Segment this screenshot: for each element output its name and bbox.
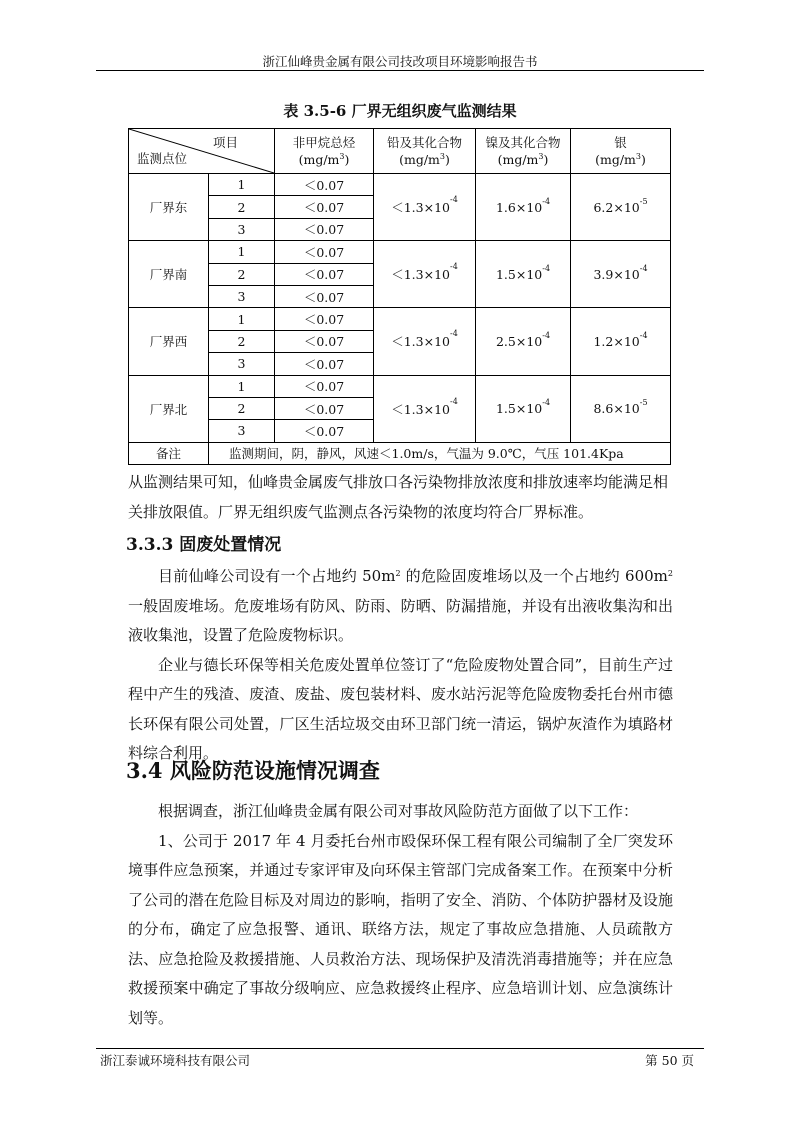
paragraph: 根据调查，浙江仙峰贵金属有限公司对事故风险防范方面做了以下工作： (158, 802, 639, 820)
sample-number-cell: 2 (209, 196, 275, 218)
sample-number-cell: 2 (209, 397, 275, 419)
table-row (129, 308, 671, 330)
silver-value-cell: $3.9\times 10^{-4}$ (571, 241, 671, 308)
paragraph: 目前仙峰公司设有一个占地约 $50m^2$ 的危险固废堆场以及一个占地约 $600m^2$ 一般固废堆场。危废堆场有防风、防雨、防晒、防漏措施，并设有出液收集沟和出液收集池，设置了危险废物标识。 (128, 567, 673, 644)
sample-number-cell: 2 (209, 263, 275, 285)
site-name-cell: 厂界北 (129, 375, 209, 442)
silver-value-cell: $8.6\times 10^{-5}$ (571, 375, 671, 442)
lead-value-cell: $<1.3\times 10^{-4}$ (374, 174, 476, 241)
remark-row (129, 442, 671, 464)
lead-value-cell: $<1.3\times 10^{-4}$ (374, 308, 476, 375)
site-name-cell: 厂界西 (129, 308, 209, 375)
paragraph: 企业与德长环保等相关危废处置单位签订了“危险废物处置合同”，目前生产过程中产生的残渣、废渣、废盐、废包装材料、废水站污泥等危险废物委托台州市德长环保有限公司处置，厂区生活垃圾交由环卫部门统一清运，锅炉灰渣作为填路材料综合利用。 (128, 655, 673, 762)
section-3-3-3-heading: 3.3.3 固废处置情况 (126, 535, 282, 555)
sample-number-cell: 1 (209, 241, 275, 263)
after-table-paragraph-block (128, 468, 673, 527)
lead-value-cell: $<1.3\times 10^{-4}$ (374, 375, 476, 442)
nmhc-value-cell: ＜0.07 (275, 308, 374, 330)
lead-value-cell: $<1.3\times 10^{-4}$ (374, 241, 476, 308)
remark-label: 备注 (129, 442, 209, 464)
nmhc-value-cell: ＜0.07 (275, 196, 374, 218)
nmhc-value-cell: ＜0.07 (275, 218, 374, 240)
nmhc-value-cell: ＜0.07 (275, 330, 374, 352)
nickel-value-cell: $1.5\times 10^{-4}$ (476, 241, 571, 308)
sample-number-cell: 1 (209, 174, 275, 196)
sample-number-cell: 3 (209, 420, 275, 442)
corner-top-label: 项目 (212, 135, 238, 150)
nickel-value-cell: $1.5\times 10^{-4}$ (476, 375, 571, 442)
nickel-value-cell: $1.6\times 10^{-4}$ (476, 174, 571, 241)
sample-number-cell: 3 (209, 353, 275, 375)
section-3-4-body (128, 797, 673, 1033)
sample-number-cell: 3 (209, 218, 275, 240)
column-header: 镍及其化合物 $(mg/m^3)$ (476, 129, 571, 174)
table-caption: 表 3.5-6 厂界无组织废气监测结果 (283, 102, 517, 120)
nmhc-value-cell: ＜0.07 (275, 375, 374, 397)
table-row (129, 241, 671, 263)
silver-value-cell: $6.2\times 10^{-5}$ (571, 174, 671, 241)
nmhc-value-cell: ＜0.07 (275, 353, 374, 375)
table-row (129, 375, 671, 397)
sample-number-cell: 1 (209, 375, 275, 397)
site-name-cell: 厂界东 (129, 174, 209, 241)
page-number: 第 50 页 (645, 1053, 694, 1068)
after-table-paragraph: 从监测结果可知，仙峰贵金属废气排放口各污染物排放浓度和排放速率均能满足相关排放限值。厂界无组织废气监测点各污染物的浓度均符合厂界标准。 (128, 473, 669, 521)
table-header-row (129, 129, 671, 174)
page-footer (96, 1048, 704, 1069)
column-header: 铅及其化合物 $(mg/m^3)$ (374, 129, 476, 174)
diagonal-header-cell (129, 129, 275, 174)
nmhc-value-cell: ＜0.07 (275, 420, 374, 442)
nmhc-value-cell: ＜0.07 (275, 174, 374, 196)
column-header: 银 $(mg/m^3)$ (571, 129, 671, 174)
section-3-3-3-body (128, 562, 673, 769)
monitoring-table (128, 128, 671, 465)
nmhc-value-cell: ＜0.07 (275, 263, 374, 285)
table-row (129, 174, 671, 196)
page-header: 浙江仙峰贵金属有限公司技改项目环境影响报告书 (96, 52, 704, 71)
paragraph: 1、公司于 2017 年 4 月委托台州市殴保环保工程有限公司编制了全厂突发环境事件应急预案，并通过专家评审及向环保主管部门完成备案工作。在预案中分析了公司的潜在危险目标及对周边的影响，指明了安全、消防、个体防护器材及设施的分布，确定了应急报警、通讯、联络方法，规定了事故应急措施、人员疏散方法、应急抢险及救援措施、人员救治方法、现场保护及清洗消毒措施等；并在应急救援预案中确定了事故分级响应、应急救援终止程序、应急培训计划、应急演练计划等。 (128, 831, 673, 1027)
nmhc-value-cell: ＜0.07 (275, 241, 374, 263)
site-name-cell: 厂界南 (129, 241, 209, 308)
sample-number-cell: 2 (209, 330, 275, 352)
section-3-4-heading: 3.4 风险防范设施情况调查 (126, 758, 380, 783)
nmhc-value-cell: ＜0.07 (275, 397, 374, 419)
footer-company: 浙江泰诚环境科技有限公司 (100, 1053, 251, 1068)
sample-number-cell: 3 (209, 285, 275, 307)
nmhc-value-cell: ＜0.07 (275, 285, 374, 307)
remark-text: 监测期间，阴，静风，风速＜1.0m/s，气温为 9.0℃，气压 101.4Kpa (209, 442, 671, 464)
corner-bottom-label: 监测点位 (137, 151, 188, 166)
silver-value-cell: $1.2\times 10^{-4}$ (571, 308, 671, 375)
nickel-value-cell: $2.5\times 10^{-4}$ (476, 308, 571, 375)
sample-number-cell: 1 (209, 308, 275, 330)
column-header: 非甲烷总烃 $(mg/m^3)$ (275, 129, 374, 174)
